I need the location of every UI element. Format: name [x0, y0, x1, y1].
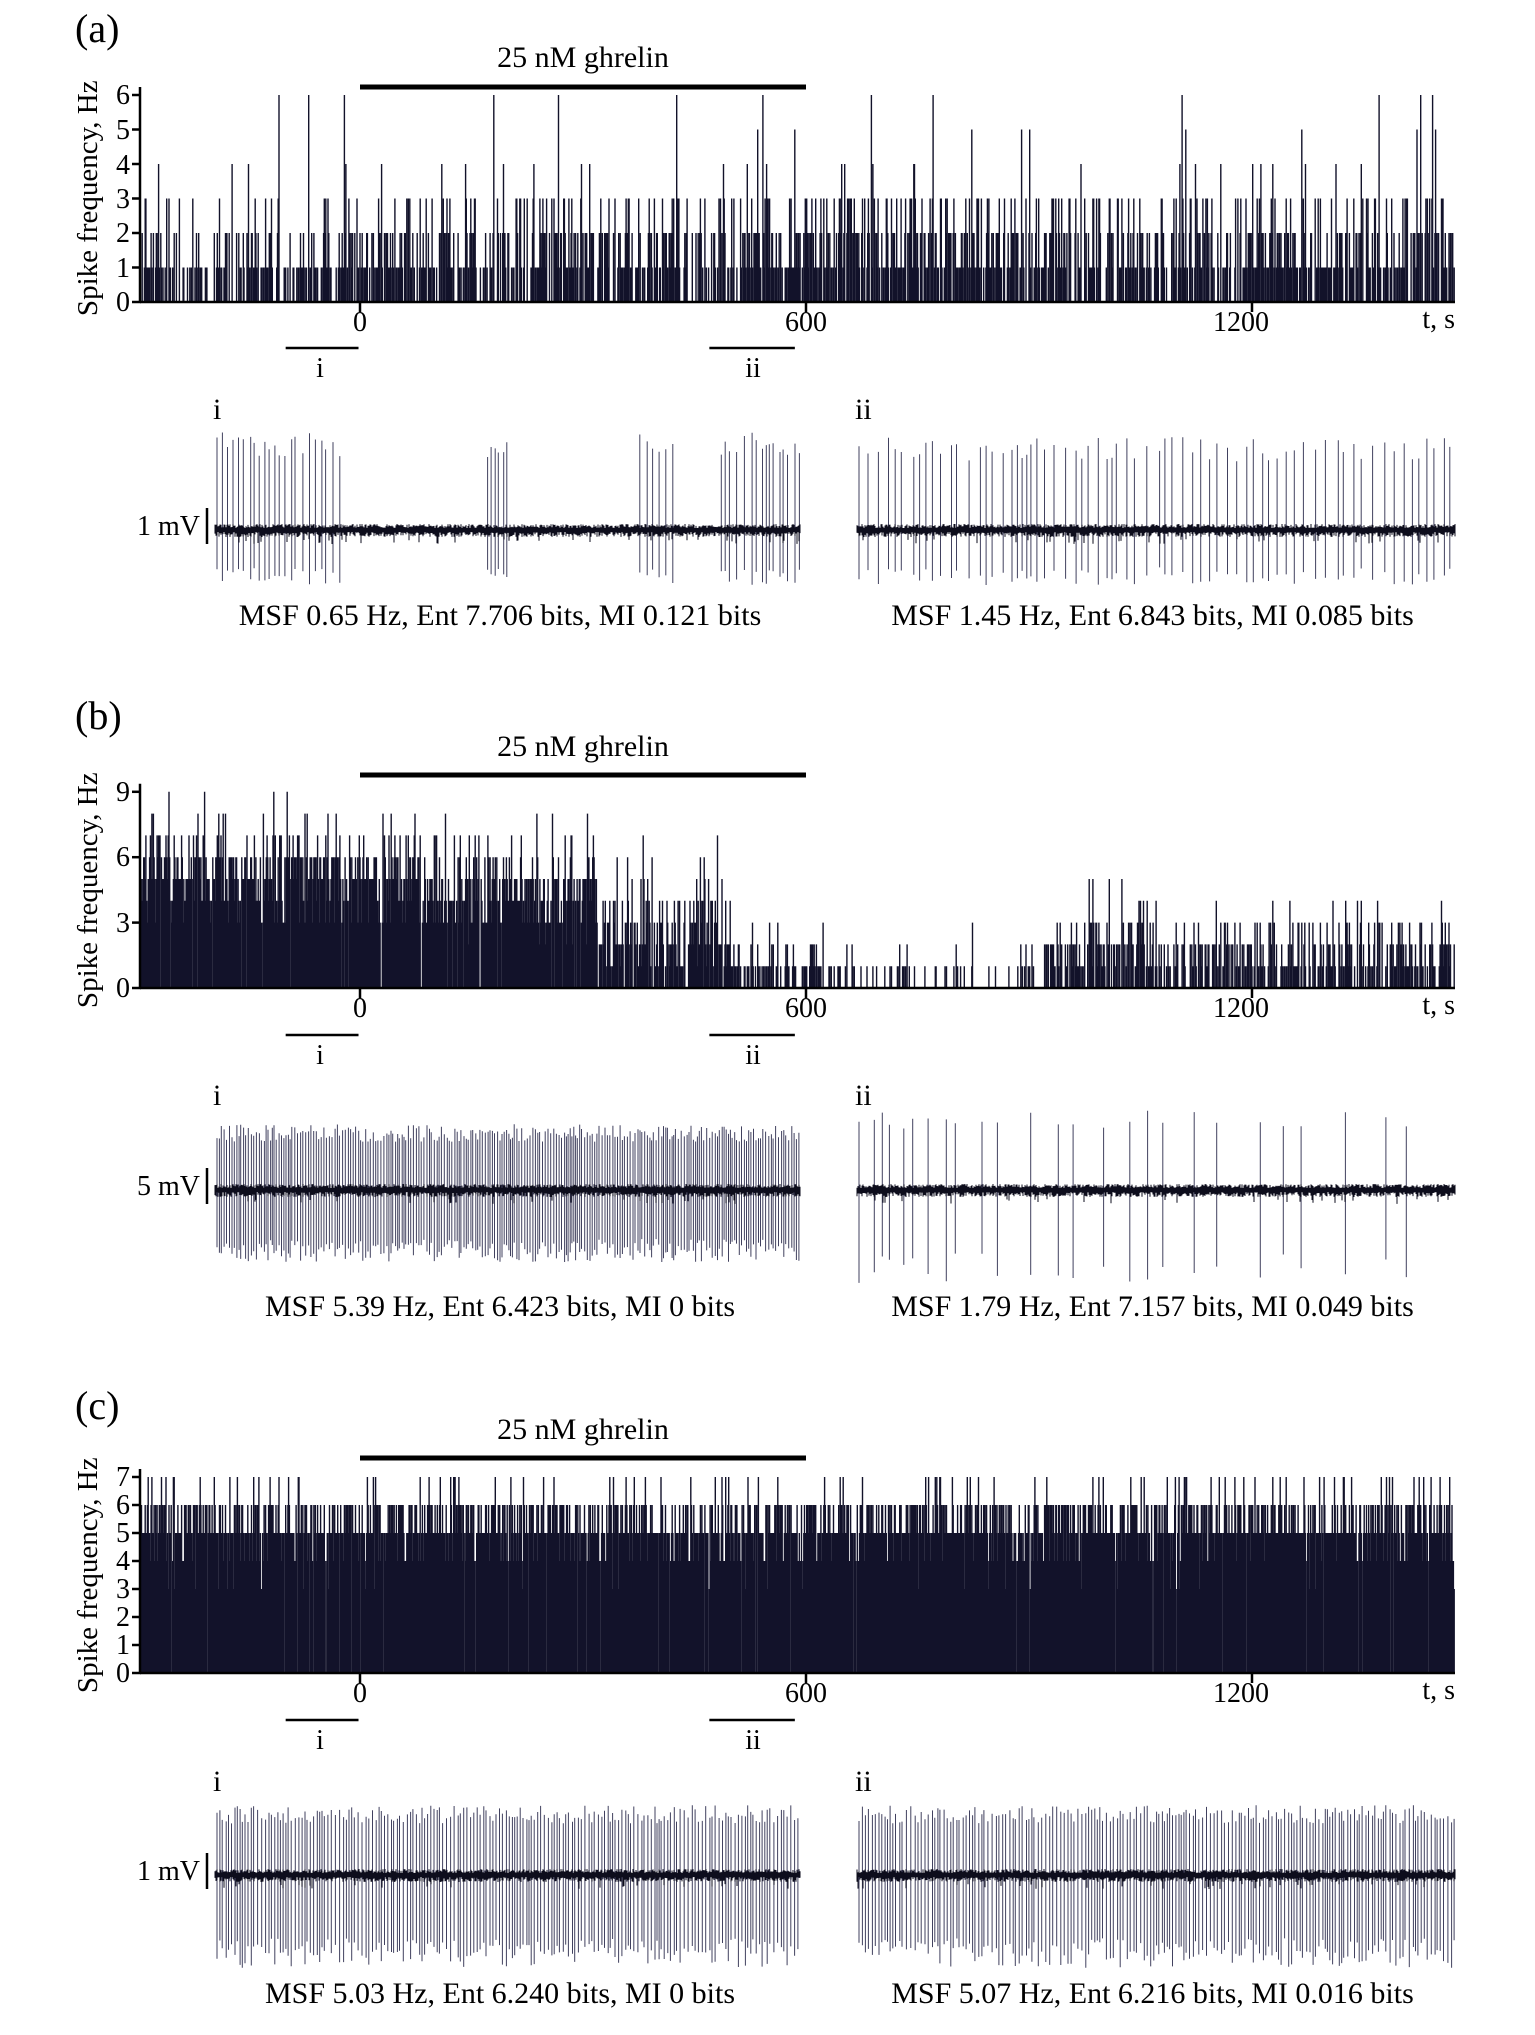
- panel-c-x-tick-0: 0: [353, 1678, 367, 1709]
- panel-a-x-tick-600: 600: [785, 307, 827, 338]
- panel-c-x-axis-unit: t, s: [1422, 1675, 1455, 1706]
- panel-c-y-tick-4: 4: [116, 1546, 130, 1577]
- panel-a-inset-i-label: i: [213, 393, 222, 426]
- panel-b-y-tick-9: 9: [116, 777, 130, 808]
- panel-c-x-tick-1200: 1200: [1213, 1678, 1269, 1709]
- panel-c-y-axis-label: Spike frequency, Hz: [71, 1457, 104, 1694]
- panel-a-y-tick-6: 6: [116, 80, 130, 111]
- panel-c-y-tick-6: 6: [116, 1490, 130, 1521]
- panel-a-inset-ii-label: ii: [855, 393, 872, 426]
- panel-c-y-tick-0: 0: [116, 1658, 130, 1689]
- panel-b-treatment-title: 25 nM ghrelin: [497, 730, 669, 763]
- panel-b-y-tick-0: 0: [116, 973, 130, 1004]
- panel-b-window-ii-label: ii: [745, 1040, 761, 1071]
- panel-b-inset-ii-label: ii: [855, 1079, 872, 1112]
- panel-a-y-tick-4: 4: [116, 150, 130, 181]
- panel-c-y-tick-7: 7: [116, 1462, 130, 1493]
- panel-a-inset-i-caption: MSF 0.65 Hz, Ent 7.706 bits, MI 0.121 bits: [238, 599, 762, 632]
- panel-b-y-tick-3: 3: [116, 908, 130, 939]
- panel-c-treatment-title: 25 nM ghrelin: [497, 1413, 669, 1446]
- panel-b-inset-i-caption: MSF 5.39 Hz, Ent 6.423 bits, MI 0 bits: [264, 1290, 736, 1323]
- panel-a-y-tick-5: 5: [116, 115, 130, 146]
- panel-b-x-tick-0: 0: [353, 993, 367, 1024]
- panel-a-y-tick-0: 0: [116, 287, 130, 318]
- panel-c-y-tick-2: 2: [116, 1602, 130, 1633]
- panel-a-y-tick-3: 3: [116, 184, 130, 215]
- panel-a-inset-ii-caption: MSF 1.45 Hz, Ent 6.843 bits, MI 0.085 bits: [891, 599, 1414, 632]
- panel-b-inset-i-label: i: [213, 1079, 222, 1112]
- panel-c-x-tick-600: 600: [785, 1678, 827, 1709]
- panel-c-inset-ii-caption: MSF 5.07 Hz, Ent 6.216 bits, MI 0.016 bits: [891, 1977, 1414, 2010]
- panel-c-scale-bar-label: 1 mV: [137, 1856, 200, 1887]
- panel-c-y-tick-5: 5: [116, 1518, 130, 1549]
- panel-a-x-tick-0: 0: [353, 307, 367, 338]
- panel-b-x-tick-600: 600: [785, 993, 827, 1024]
- panel-a-y-tick-2: 2: [116, 218, 130, 249]
- panel-b-inset-ii-caption: MSF 1.79 Hz, Ent 7.157 bits, MI 0.049 bits: [891, 1290, 1414, 1323]
- panel-c-inset-i-label: i: [213, 1765, 222, 1798]
- panel-a-y-axis-label: Spike frequency, Hz: [71, 80, 104, 317]
- panel-c-inset-i-caption: MSF 5.03 Hz, Ent 6.240 bits, MI 0 bits: [264, 1977, 736, 2010]
- panel-c-inset-ii-label: ii: [855, 1765, 872, 1798]
- panel-a-label: (a): [75, 6, 120, 51]
- panel-b-label: (b): [75, 693, 122, 738]
- panel-a-window-i-label: i: [316, 353, 324, 384]
- panel-c-y-tick-3: 3: [116, 1574, 130, 1605]
- panel-c-y-tick-1: 1: [116, 1630, 130, 1661]
- panel-a-treatment-title: 25 nM ghrelin: [497, 41, 669, 74]
- panel-a-x-axis-unit: t, s: [1422, 304, 1455, 335]
- panel-b-x-tick-1200: 1200: [1213, 993, 1269, 1024]
- panel-b-window-i-label: i: [316, 1040, 324, 1071]
- panel-b-y-axis-label: Spike frequency, Hz: [71, 772, 104, 1009]
- panel-c-label: (c): [75, 1383, 120, 1428]
- panel-a-scale-bar-label: 1 mV: [137, 511, 200, 542]
- panel-c-window-ii-label: ii: [745, 1725, 761, 1756]
- panel-a-x-tick-1200: 1200: [1213, 307, 1269, 338]
- panel-a-window-ii-label: ii: [745, 353, 761, 384]
- panel-b-x-axis-unit: t, s: [1422, 990, 1455, 1021]
- panel-b-y-tick-6: 6: [116, 842, 130, 873]
- panel-a-y-tick-1: 1: [116, 253, 130, 284]
- panel-b-scale-bar-label: 5 mV: [137, 1171, 200, 1202]
- panel-c-window-i-label: i: [316, 1725, 324, 1756]
